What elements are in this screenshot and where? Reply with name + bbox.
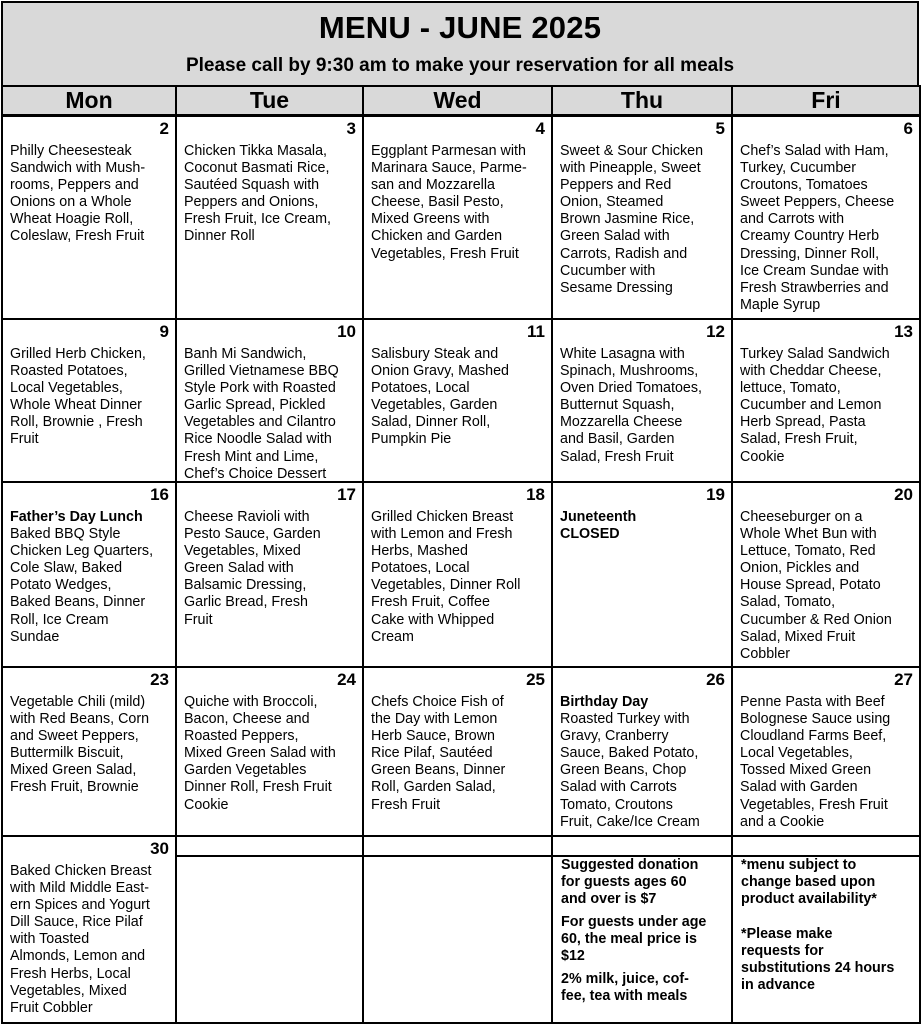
day-header-tue: Tue <box>175 85 364 116</box>
day-header-wed: Wed <box>362 85 553 116</box>
date-number: 4 <box>535 119 545 138</box>
day-header-mon: Mon <box>1 85 177 116</box>
note-donation: Suggested donation for guests ages 60 and over is $7 <box>561 857 699 908</box>
day-cell <box>362 835 553 1024</box>
reservation-notice: Please call by 9:30 am to make your reservation for all meals <box>185 55 735 76</box>
day-header-fri: Fri <box>731 85 921 116</box>
day-cell <box>1 318 177 483</box>
menu-item-text: Penne Pasta with Beef Bolognese Sauce using Cloudland Farms Beef, Local Vegetables, Tossed Mixed Green Salad with Garden Vegetables, Fresh Fruit and a Cookie <box>740 694 891 830</box>
date-number: 6 <box>903 119 913 138</box>
menu-item-text: Salisbury Steak and Onion Gravy, Mashed Potatoes, Local Vegetables, Garden Salad, Dinner Roll, Pumpkin Pie <box>371 346 509 448</box>
page-title: MENU - JUNE 2025 <box>318 10 602 45</box>
day-cell <box>1 835 177 1024</box>
day-cell <box>362 666 553 837</box>
date-number: 16 <box>150 485 169 504</box>
note-requests: *Please make requests for substitutions 24 hours in advance <box>741 926 895 994</box>
menu-item-text: Quiche with Broccoli, Bacon, Cheese and Roasted Peppers, Mixed Green Salad with Garden Vegetables Dinner Roll, Fresh Fruit Cookie <box>184 694 336 813</box>
date-number: 3 <box>346 119 356 138</box>
menu-item-text: Chefs Choice Fish of the Day with Lemon Herb Sauce, Brown Rice Pilaf, Sautéed Green Beans, Dinner Roll, Garden Salad, Fresh Fruit <box>371 694 506 813</box>
day-cell <box>551 666 733 837</box>
menu-item-text: Chef’s Salad with Ham, Turkey, Cucumber Croutons, Tomatoes Sweet Peppers, Cheese and Carrots with Creamy Country Herb Dressing, Dinner Roll, Ice Cream Sundae with Fresh Strawberries and Maple Syrup <box>740 143 895 313</box>
menu-item-text <box>560 694 727 831</box>
menu-description: Roasted Turkey with Gravy, Cranberry Sauce, Baked Potato, Green Beans, Chop Salad with Carrots Tomato, Croutons Fruit, Cake/Ice Cream <box>560 711 700 830</box>
date-strip-divider <box>731 855 921 857</box>
day-cell <box>175 318 364 483</box>
menu-item-text: Philly Cheesesteak Sandwich with Mush- rooms, Peppers and Onions on a Whole Wheat Hoagie Roll, Coleslaw, Fresh Fruit <box>10 143 146 245</box>
date-number: 11 <box>527 322 545 341</box>
menu-header <box>1 1 919 87</box>
date-number: 2 <box>159 119 169 138</box>
note-drinks: 2% milk, juice, cof- fee, tea with meals <box>561 971 689 1005</box>
day-cell <box>731 481 921 668</box>
day-cell <box>731 318 921 483</box>
date-number: 23 <box>150 670 169 689</box>
date-number: 25 <box>526 670 545 689</box>
day-cell <box>362 481 553 668</box>
special-day-heading: Father’s Day Lunch <box>10 509 143 525</box>
day-cell <box>362 318 553 483</box>
menu-item-text: Sweet & Sour Chicken with Pineapple, Sweet Peppers and Red Onion, Steamed Brown Jasmine Rice, Green Salad with Carrots, Radish and Cucumber with Sesame Dressing <box>560 143 704 296</box>
date-strip-divider <box>551 855 733 857</box>
day-cell <box>1 115 177 320</box>
date-number: 24 <box>337 670 356 689</box>
day-cell <box>551 115 733 320</box>
day-cell <box>731 115 921 320</box>
day-cell <box>175 666 364 837</box>
day-cell <box>1 666 177 837</box>
date-number: 27 <box>894 670 913 689</box>
menu-description: CLOSED <box>560 526 620 543</box>
menu-item-text: Cheese Ravioli with Pesto Sauce, Garden Vegetables, Mixed Green Salad with Balsamic Dressing, Garlic Bread, Fresh Fruit <box>184 509 321 628</box>
date-number: 18 <box>526 485 545 504</box>
note-under60: For guests under age 60, the meal price is $12 <box>561 914 707 965</box>
date-number: 30 <box>150 839 169 858</box>
menu-item-text: White Lasagna with Spinach, Mushrooms, Oven Dried Tomatoes, Butternut Squash, Mozzarella Cheese and Basil, Garden Salad, Fresh Fruit <box>560 346 702 465</box>
date-number: 10 <box>337 322 356 341</box>
menu-item-text: Vegetable Chili (mild) with Red Beans, Corn and Sweet Peppers, Buttermilk Biscuit, Mixed Green Salad, Fresh Fruit, Brownie <box>10 694 150 796</box>
date-number: 9 <box>159 322 169 341</box>
menu-item-text: Cheeseburger on a Whole Whet Bun with Lettuce, Tomato, Red Onion, Pickles and House Spread, Potato Salad, Tomato, Cucumber & Red Onion Salad, Mixed Fruit Cobbler <box>740 509 892 662</box>
day-cell <box>175 115 364 320</box>
day-cell <box>551 481 733 668</box>
menu-item-text: Grilled Chicken Breast with Lemon and Fresh Herbs, Mashed Potatoes, Local Vegetables, Dinner Roll Fresh Fruit, Coffee Cake with Whipped Cream <box>371 509 521 645</box>
special-day-heading: Birthday Day <box>560 694 649 710</box>
date-number: 13 <box>894 322 913 341</box>
menu-item-text: Baked Chicken Breast with Mild Middle East- ern Spices and Yogurt Dill Sauce, Rice Pilaf with Toasted Almonds, Lemon and Fresh Herbs, Local Vegetables, Mixed Fruit Cobbler <box>10 863 152 1016</box>
menu-item-text: Eggplant Parmesan with Marinara Sauce, Parme- san and Mozzarella Cheese, Basil Pesto, Mixed Greens with Chicken and Garden Vegetables, Fresh Fruit <box>371 143 527 262</box>
date-number: 17 <box>337 485 356 504</box>
day-cell <box>731 666 921 837</box>
date-strip-divider <box>362 855 553 857</box>
day-cell <box>175 835 364 1024</box>
day-cell <box>551 318 733 483</box>
day-cell <box>1 481 177 668</box>
date-number: 12 <box>706 322 725 341</box>
menu-item-text: Grilled Herb Chicken, Roasted Potatoes, Local Vegetables, Whole Wheat Dinner Roll, Brownie , Fresh Fruit <box>10 346 146 448</box>
menu-item-text: Turkey Salad Sandwich with Cheddar Cheese, lettuce, Tomato, Cucumber and Lemon Herb Spread, Pasta Salad, Fresh Fruit, Cookie <box>740 346 890 465</box>
date-number: 5 <box>715 119 725 138</box>
menu-description: Baked BBQ Style Chicken Leg Quarters, Cole Slaw, Baked Potato Wedges, Baked Beans, Dinner Roll, Ice Cream Sundae <box>10 526 154 645</box>
menu-item-text: Banh Mi Sandwich, Grilled Vietnamese BBQ Style Pork with Roasted Garlic Spread, Pickled Vegetables and Cilantro Rice Noodle Salad with Fresh Mint and Lime, Chef’s Choice Dessert <box>184 346 339 482</box>
menu-item-text <box>10 509 171 646</box>
day-header-thu: Thu <box>551 85 733 116</box>
date-number: 19 <box>706 485 725 504</box>
date-strip-divider <box>175 855 364 857</box>
date-number: 26 <box>706 670 725 689</box>
day-cell <box>362 115 553 320</box>
note-subject: *menu subject to change based upon product availability* <box>741 857 877 908</box>
day-cell <box>175 481 364 668</box>
menu-item-text <box>560 509 727 543</box>
menu-item-text: Chicken Tikka Masala, Coconut Basmati Rice, Sautéed Squash with Peppers and Onions, Fresh Fruit, Ice Cream, Dinner Roll <box>184 143 331 245</box>
special-day-heading: Juneteenth <box>560 509 637 525</box>
date-number: 20 <box>894 485 913 504</box>
